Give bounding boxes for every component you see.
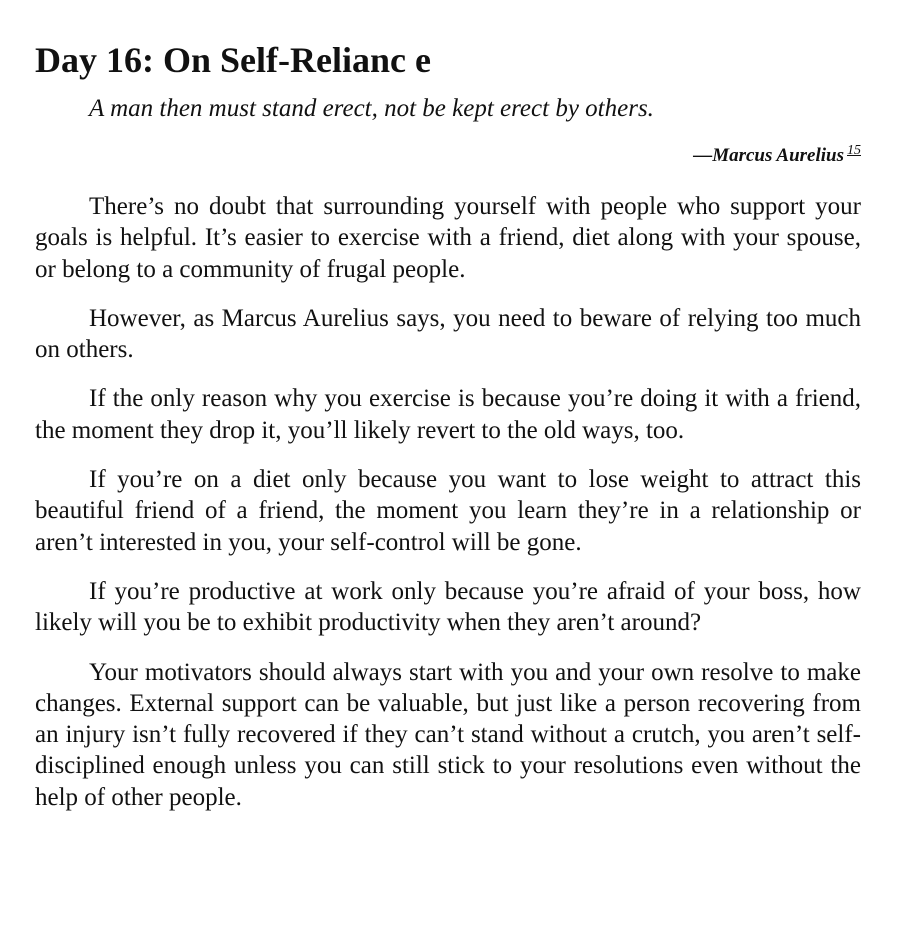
epigraph-attribution [35, 144, 861, 168]
document-page [35, 38, 861, 831]
epigraph-quote: A man then must stand erect, not be kept erect by others. [89, 95, 654, 122]
body-text [35, 191, 861, 813]
paragraph: Your motivators should always start with you and your own resolve to make changes. External support can be valuable, but just like a person recovering from an injury isn’t fully recovered if they can’t stand without a crutch, you aren’t self-disciplined enough unless you can still stick to your resolutions even without the help of other people. [35, 658, 861, 811]
paragraph: If you’re on a diet only because you want to lose weight to attract this beautiful friend of a friend, the moment you learn they’re in a relationship or aren’t interested in you, your self-control will be gone. [35, 466, 861, 556]
paragraph: If the only reason why you exercise is because you’re doing it with a friend, the moment they drop it, you’ll likely revert to the old ways, too. [35, 385, 861, 444]
epigraph-author: —Marcus Aurelius [693, 145, 844, 166]
paragraph: There’s no doubt that surrounding yourself with people who support your goals is helpful. It’s easier to exercise with a friend, diet along with your spouse, or belong to a community of frugal people. [35, 193, 861, 283]
paragraph: If you’re productive at work only because you’re afraid of your boss, how likely will you be to exhibit productivity when they aren’t around? [35, 577, 861, 637]
paragraph: However, as Marcus Aurelius says, you need to beware of relying too much on others. [35, 304, 861, 364]
footnote-link[interactable]: 15 [847, 142, 861, 158]
chapter-title: Day 16: On Self-Relianc e [35, 40, 431, 80]
